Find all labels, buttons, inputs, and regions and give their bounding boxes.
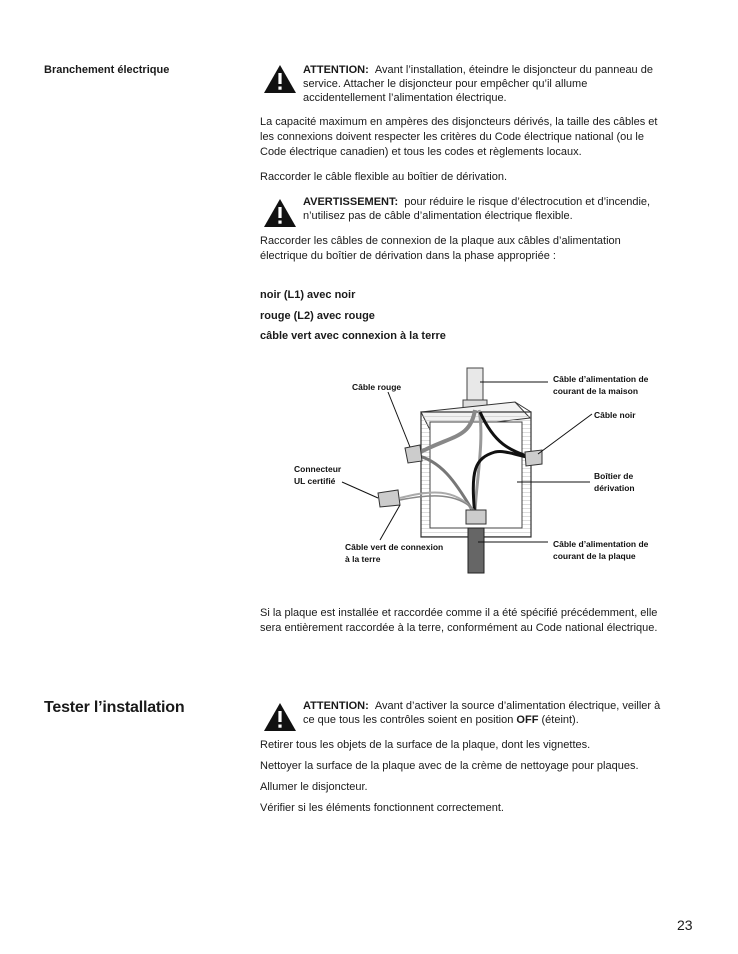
section-heading-tester: Tester l’installation [44,699,185,716]
paragraph-grounding [260,606,700,636]
paragraph-line: La capacité maximum en ampères des disjoncteurs dérivés, la taille des câbles et [260,116,658,128]
label-plaque-power-2: courant de la plaque [553,551,636,561]
junction-box-diagram [280,360,700,575]
step-turn-on-breaker: Allumer le disjoncteur. [260,781,368,793]
label-vert-1: Câble vert de connexion [345,542,444,552]
attention-text-line: accidentellement l’alimentation électrique. [303,92,507,104]
warning-triangle-icon [263,702,297,732]
wire-nut-red [405,445,422,463]
paragraph-line: Code électrique canadien) et tous les codes et règlements locaux. [260,146,582,158]
attention-notice-1 [303,63,688,105]
label-connecteur-1: Connecteur [294,464,342,474]
warning-text-line: pour réduire le risque d’électrocution et d’incendie, [404,196,651,208]
attention-notice-2 [303,699,693,727]
step-remove-objects: Retirer tous les objets de la surface de la plaque, dont les vignettes. [260,739,591,751]
label-house-power-2: courant de la maison [553,386,639,396]
attention-text-line: ce que tous les contrôles soient en position [303,714,514,726]
attention-label: ATTENTION: [303,64,369,76]
step-clean-surface: Nettoyer la surface de la plaque avec de la crème de nettoyage pour plaques. [260,760,639,772]
paragraph-capacity [260,115,700,160]
paragraph-flexible-cable: Raccorder le câble flexible au boîtier de dérivation. [260,171,508,183]
attention-label: ATTENTION: [303,700,369,712]
step-verify-elements: Vérifier si les éléments fonctionnent correctement. [260,802,504,814]
attention-text-line: Avant l’installation, éteindre le disjoncteur du panneau de [374,64,653,76]
label-boitier-1: Boîtier de [594,471,634,481]
attention-text-line: (éteint). [541,714,579,726]
label-house-power-1: Câble d’alimentation de [553,374,649,384]
connection-black: noir (L1) avec noir [260,289,356,301]
off-keyword: OFF [516,714,539,726]
paragraph-line: électrique du boîtier de dérivation dans la phase appropriée : [260,250,556,262]
warning-text-line: n’utilisez pas de câble d’alimentation électrique flexible. [303,210,573,222]
label-cable-rouge: Câble rouge [352,382,402,392]
paragraph-line: sera entièrement raccordée à la terre, conformément au Code national électrique. [260,622,658,634]
paragraph-line: Raccorder les câbles de connexion de la plaque aux câbles d’alimentation [260,235,621,247]
warning-triangle-icon [263,64,297,94]
warning-notice [303,195,693,223]
label-boitier-2: dérivation [594,483,635,493]
label-connecteur-2: UL certifié [294,476,336,486]
paragraph-line: les connexions doivent respecter les critères du Code électrique national (ou le [260,131,644,143]
connection-red: rouge (L2) avec rouge [260,310,375,322]
page-number: 23 [677,917,693,933]
house-conduit [463,368,487,410]
label-cable-noir: Câble noir [594,410,636,420]
warning-triangle-icon [263,198,297,228]
section-heading-branchement: Branchement électrique [44,64,170,76]
attention-text-line: service. Attacher le disjoncteur pour empêcher qu’il allume [303,78,588,90]
connection-ground: câble vert avec connexion à la terre [260,330,446,342]
wire-nut-ground [378,490,400,507]
label-vert-2: à la terre [345,554,381,564]
warning-label: AVERTISSEMENT: [303,196,399,208]
paragraph-connect-wires [260,234,700,264]
attention-text-line: Avant d’activer la source d’alimentation électrique, veiller à [374,700,661,712]
label-plaque-power-1: Câble d’alimentation de [553,539,649,549]
paragraph-line: Si la plaque est installée et raccordée comme il a été spécifié précédemment, elle [260,607,658,619]
